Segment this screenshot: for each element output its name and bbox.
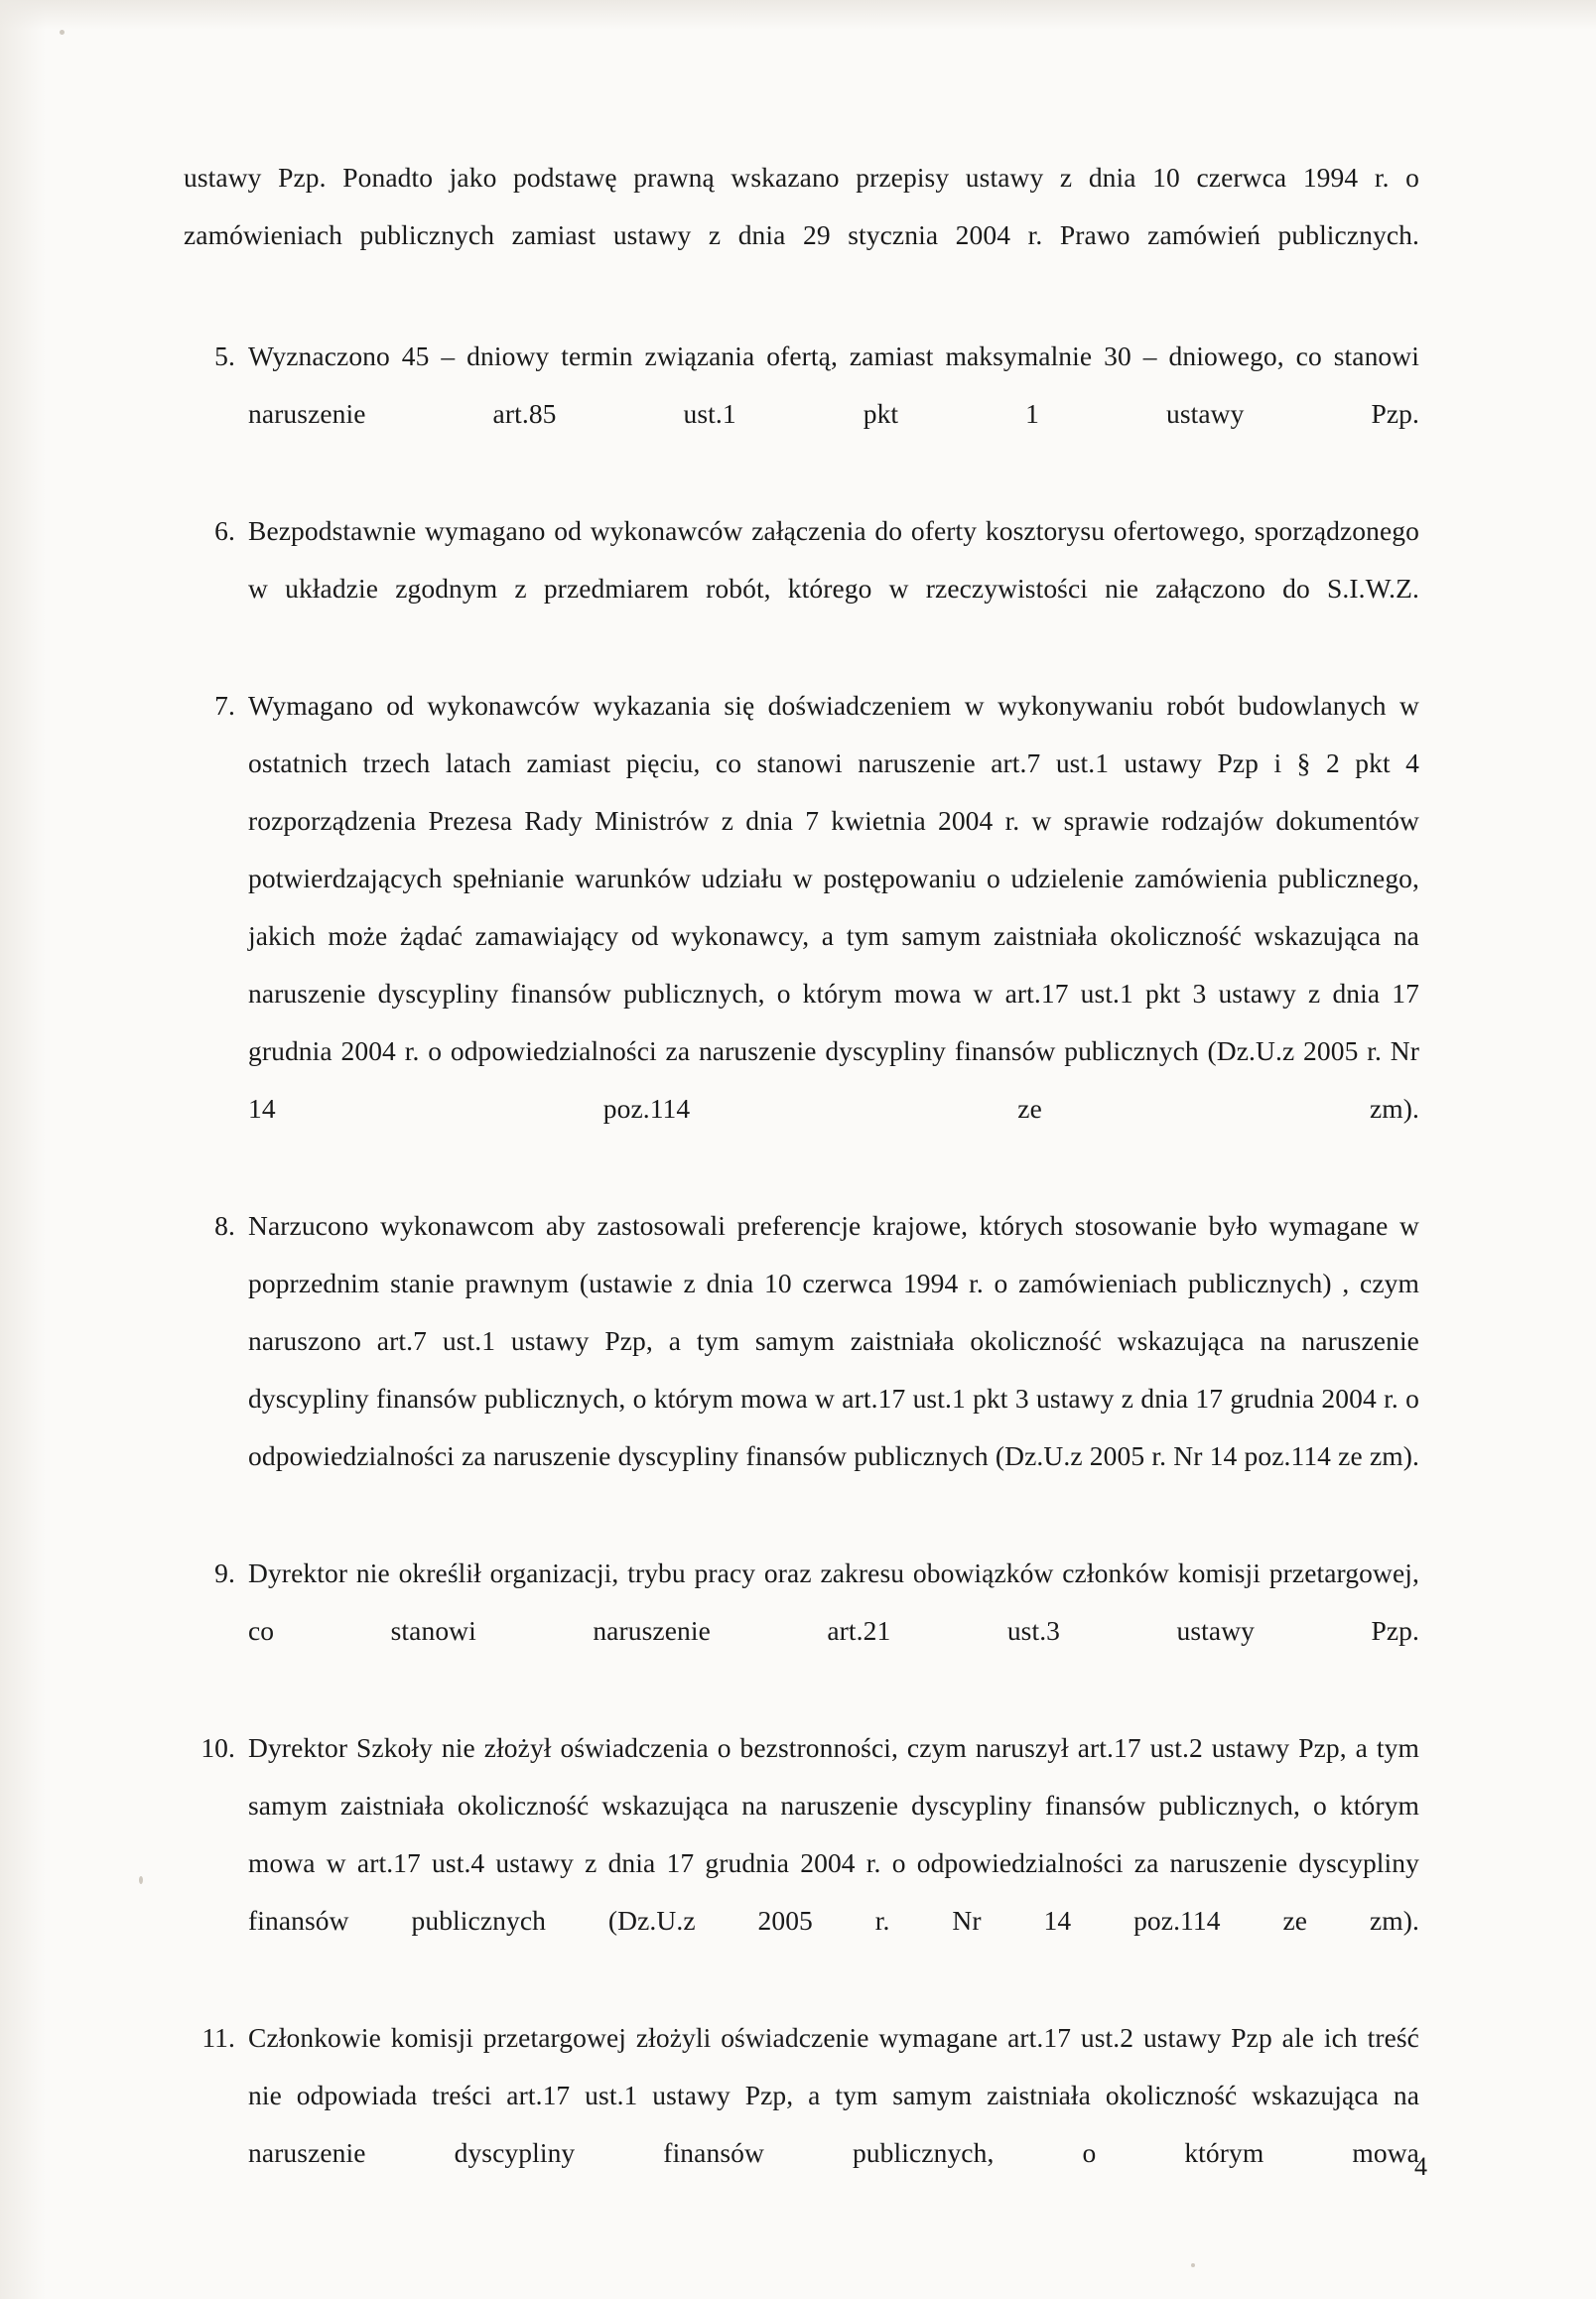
page-number: 4: [1414, 2152, 1427, 2181]
list-item-text: Wymagano od wykonawców wykazania się doświadczeniem w wykonywaniu robót budowlanych w ostatnich trzech latach zamiast pięciu, co stanowi naruszenie art.7 ust.1 ustawy Pzp i § 2 pkt 4 rozporządzenia Prezesa Rady Ministrów z dnia 7 kwietnia 2004 r. w sprawie rodzajów dokumentów potwierdzających spełnianie warunków udziału w postępowaniu o udzielenie zamówienia publicznego, jakich może żądać zamawiający od wykonawcy, a tym samym zaistniała okoliczność wskazująca na naruszenie dyscypliny finansów publicznych, o którym mowa w art.17 ust.1 pkt 3 ustawy z dnia 17 grudnia 2004 r. o odpowiedzialności za naruszenie dyscypliny finansów publicznych (Dz.U.z 2005 r. Nr 14 poz.114 ze zm).: [248, 690, 1419, 1124]
list-item: [184, 328, 1419, 500]
list-item-number: 8.: [214, 1210, 235, 1241]
list-item-text: Dyrektor nie określił organizacji, trybu pracy oraz zakresu obowiązków członków komisji przetargowej, co stanowi naruszenie art.21 ust.3 ustawy Pzp.: [248, 1557, 1419, 1646]
list-item: [184, 1197, 1419, 1543]
list-item: [184, 1719, 1419, 2007]
scan-speck: [139, 1876, 143, 1884]
scan-edge-left: [0, 0, 46, 2299]
intro-paragraph: ustawy Pzp. Ponadto jako podstawę prawną wskazano przepisy ustawy z dnia 10 czerwca 1994 r. o zamówieniach publicznych zamiast ustawy z dnia 29 stycznia 2004 r. Prawo zamówień publicznych.: [184, 162, 1419, 250]
scan-edge-top: [0, 0, 1596, 30]
list-item-text: Narzucono wykonawcom aby zastosowali preferencje krajowe, których stosowanie było wymagane w poprzednim stanie prawnym (ustawie z dnia 10 czerwca 1994 r. o zamówieniach publicznych) , czym naruszono art.7 ust.1 ustawy Pzp, a tym samym zaistniała okoliczność wskazująca na naruszenie dyscypliny finansów publicznych, o którym mowa w art.17 ust.1 pkt 3 ustawy z dnia 17 grudnia 2004 r. o odpowiedzialności za naruszenie dyscypliny finansów publicznych (Dz.U.z 2005 r. Nr 14 poz.114 ze zm).: [248, 1210, 1419, 1471]
list-item: [184, 677, 1419, 1195]
list-item-number: 6.: [214, 515, 235, 546]
scan-speck: [60, 30, 65, 35]
list-item-text: Bezpodstawnie wymagano od wykonawców załączenia do oferty kosztorysu ofertowego, sporządzonego w układzie zgodnym z przedmiarem robót, którego w rzeczywistości nie załączono do S.I.W.Z.: [248, 515, 1419, 604]
list-item-text: Dyrektor Szkoły nie złożył oświadczenia o bezstronności, czym naruszył art.17 ust.2 ustawy Pzp, a tym samym zaistniała okoliczność wskazująca na naruszenie dyscypliny finansów publicznych, o którym mowa w art.17 ust.4 ustawy z dnia 17 grudnia 2004 r. o odpowiedzialności za naruszenie dyscypliny finansów publicznych (Dz.U.z 2005 r. Nr 14 poz.114 ze zm).: [248, 1732, 1419, 1936]
findings-list: [184, 328, 1419, 2239]
scan-speck: [1191, 2263, 1195, 2267]
list-item-number: 9.: [214, 1557, 235, 1588]
list-item-number: 11.: [201, 2022, 235, 2053]
list-item-number: 5.: [214, 340, 235, 371]
list-item: [184, 2009, 1419, 2239]
list-item-number: 7.: [214, 690, 235, 721]
list-item-text: Członkowie komisji przetargowej złożyli oświadczenie wymagane art.17 ust.2 ustawy Pzp ale ich treść nie odpowiada treści art.17 ust.1 ustawy Pzp, a tym samym zaistniała okoliczność wskazująca na naruszenie dyscypliny finansów publicznych, o którym mowa: [248, 2022, 1419, 2168]
list-item-number: 10.: [200, 1732, 235, 1763]
list-item-text: Wyznaczono 45 – dniowy termin związania ofertą, zamiast maksymalnie 30 – dniowego, co stanowi naruszenie art.85 ust.1 pkt 1 ustawy Pzp.: [248, 340, 1419, 429]
document-body: [184, 149, 1419, 2241]
list-item: [184, 502, 1419, 675]
list-item: [184, 1545, 1419, 1717]
